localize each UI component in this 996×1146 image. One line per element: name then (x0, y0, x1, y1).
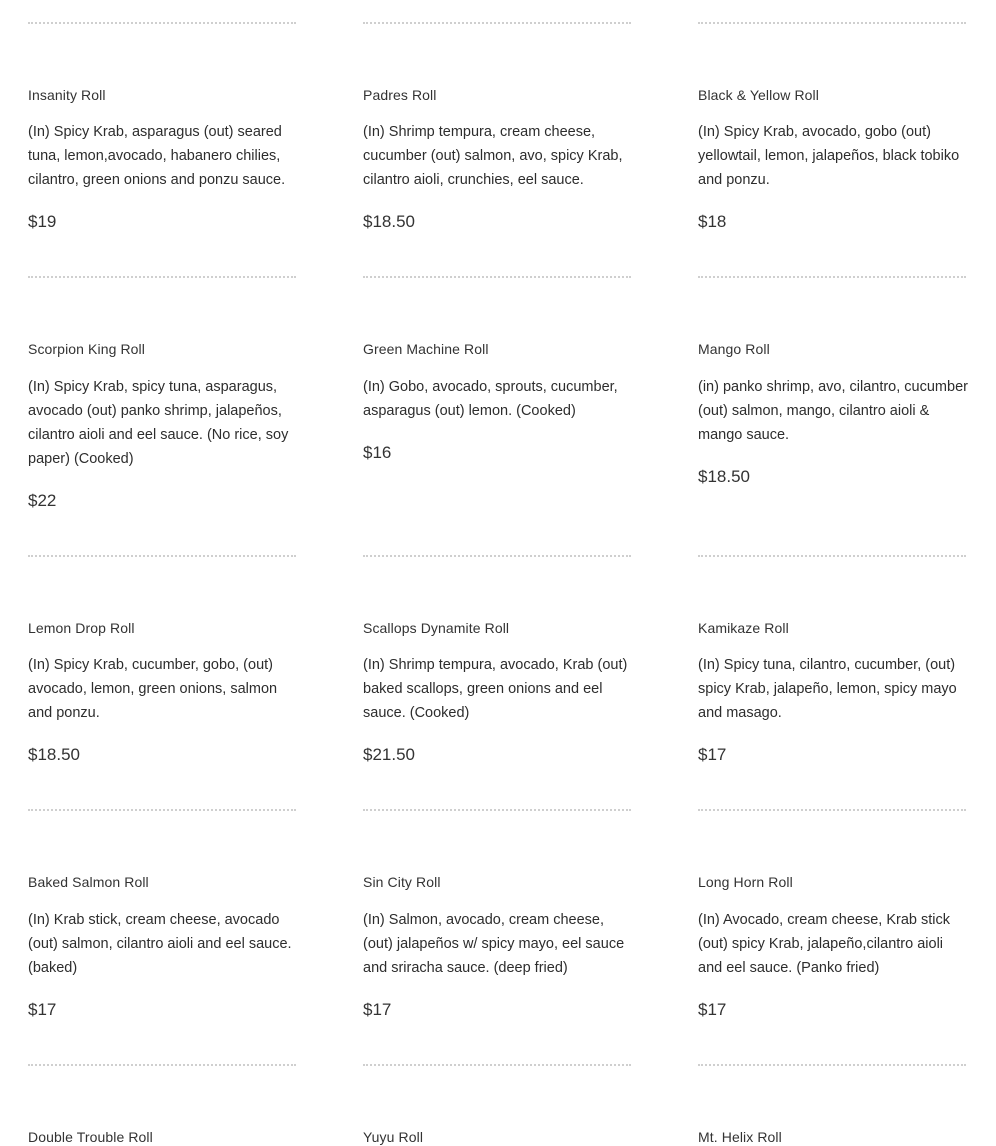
item-name: Baked Salmon Roll (28, 874, 149, 890)
item-description: (In) Salmon, avocado, cream cheese, (out) jalapeños w/ spicy mayo, eel sauce and sriracha sauce. (deep fried) (363, 912, 625, 976)
menu-item (363, 809, 633, 1021)
item-price: $18 (698, 212, 727, 231)
item-name: Scorpion King Roll (28, 341, 145, 357)
item-description: (In) Gobo, avocado, sprouts, cucumber, asparagus (out) lemon. (Cooked) (363, 379, 618, 419)
item-price: $19 (28, 212, 57, 231)
item-divider (28, 1064, 296, 1066)
item-description: (In) Krab stick, cream cheese, avocado (out) salmon, cilantro aioli and eel sauce. (baked) (28, 912, 292, 976)
item-divider (28, 22, 296, 24)
menu-item (698, 555, 968, 766)
item-description: (In) Spicy Krab, spicy tuna, asparagus, avocado (out) panko shrimp, jalapeños, cilantro aioli and eel sauce. (No rice, soy paper) (Cooked) (28, 379, 289, 467)
menu-row (0, 22, 968, 233)
item-price: $18.50 (698, 467, 750, 486)
item-price: $18.50 (28, 745, 80, 764)
item-price: $22 (28, 491, 57, 510)
menu-item (28, 1064, 298, 1146)
item-divider (698, 1064, 966, 1066)
menu-item (698, 276, 968, 512)
item-description: (In) Spicy tuna, cilantro, cucumber, (out) spicy Krab, jalapeño, lemon, spicy mayo and masago. (698, 657, 957, 721)
item-divider (363, 809, 631, 811)
item-price: $21.50 (363, 745, 415, 764)
menu-item (28, 276, 298, 512)
item-divider (363, 22, 631, 24)
item-divider (28, 276, 296, 278)
item-price: $17 (363, 1000, 392, 1019)
item-description: (In) Shrimp tempura, cream cheese, cucumber (out) salmon, avo, spicy Krab, cilantro aioli, crunchies, eel sauce. (363, 124, 623, 188)
menu-item (363, 22, 633, 233)
item-price: $16 (363, 443, 392, 462)
menu-item (363, 1064, 633, 1146)
item-divider (363, 1064, 631, 1066)
item-divider (28, 809, 296, 811)
menu-item (28, 809, 298, 1021)
item-description: (In) Spicy Krab, asparagus (out) seared tuna, lemon,avocado, habanero chilies, cilantro, green onions and ponzu sauce. (28, 124, 286, 188)
item-divider (698, 809, 966, 811)
menu-item (363, 276, 633, 512)
menu-row (0, 276, 968, 512)
item-divider (363, 276, 631, 278)
item-name: Kamikaze Roll (698, 620, 789, 636)
menu-item (698, 1064, 968, 1146)
item-divider (28, 555, 296, 557)
item-divider (698, 555, 966, 557)
menu-item (698, 809, 968, 1021)
item-description: (in) panko shrimp, avo, cilantro, cucumber (out) salmon, mango, cilantro aioli & mango sauce. (698, 379, 968, 443)
menu-item (28, 22, 298, 233)
item-name: Green Machine Roll (363, 341, 489, 357)
item-price: $17 (28, 1000, 57, 1019)
item-name: Sin City Roll (363, 874, 441, 890)
item-description: (In) Shrimp tempura, avocado, Krab (out) baked scallops, green onions and eel sauce. (Cooked) (363, 657, 628, 721)
item-price: $17 (698, 745, 727, 764)
item-name: Mt. Helix Roll (698, 1129, 782, 1145)
item-price: $18.50 (363, 212, 415, 231)
item-description: (In) Spicy Krab, avocado, gobo (out) yellowtail, lemon, jalapeños, black tobiko and ponzu. (698, 124, 960, 188)
item-divider (363, 555, 631, 557)
item-name: Mango Roll (698, 341, 770, 357)
item-price: $17 (698, 1000, 727, 1019)
menu-row (0, 555, 968, 766)
item-name: Lemon Drop Roll (28, 620, 135, 636)
menu-row (0, 1064, 968, 1146)
item-divider (698, 22, 966, 24)
item-description: (In) Spicy Krab, cucumber, gobo, (out) avocado, lemon, green onions, salmon and ponzu. (28, 657, 278, 721)
item-divider (698, 276, 966, 278)
menu-item (363, 555, 633, 766)
menu-item (28, 555, 298, 766)
item-name: Yuyu Roll (363, 1129, 424, 1145)
item-name: Insanity Roll (28, 87, 106, 103)
item-name: Double Trouble Roll (28, 1129, 153, 1145)
item-name: Black & Yellow Roll (698, 87, 819, 103)
menu-row (0, 809, 968, 1021)
item-name: Scallops Dynamite Roll (363, 620, 510, 636)
item-name: Padres Roll (363, 87, 437, 103)
menu-item (698, 22, 968, 233)
item-name: Long Horn Roll (698, 874, 793, 890)
item-description: (In) Avocado, cream cheese, Krab stick (out) spicy Krab, jalapeño,cilantro aioli and eel sauce. (Panko fried) (698, 912, 950, 976)
